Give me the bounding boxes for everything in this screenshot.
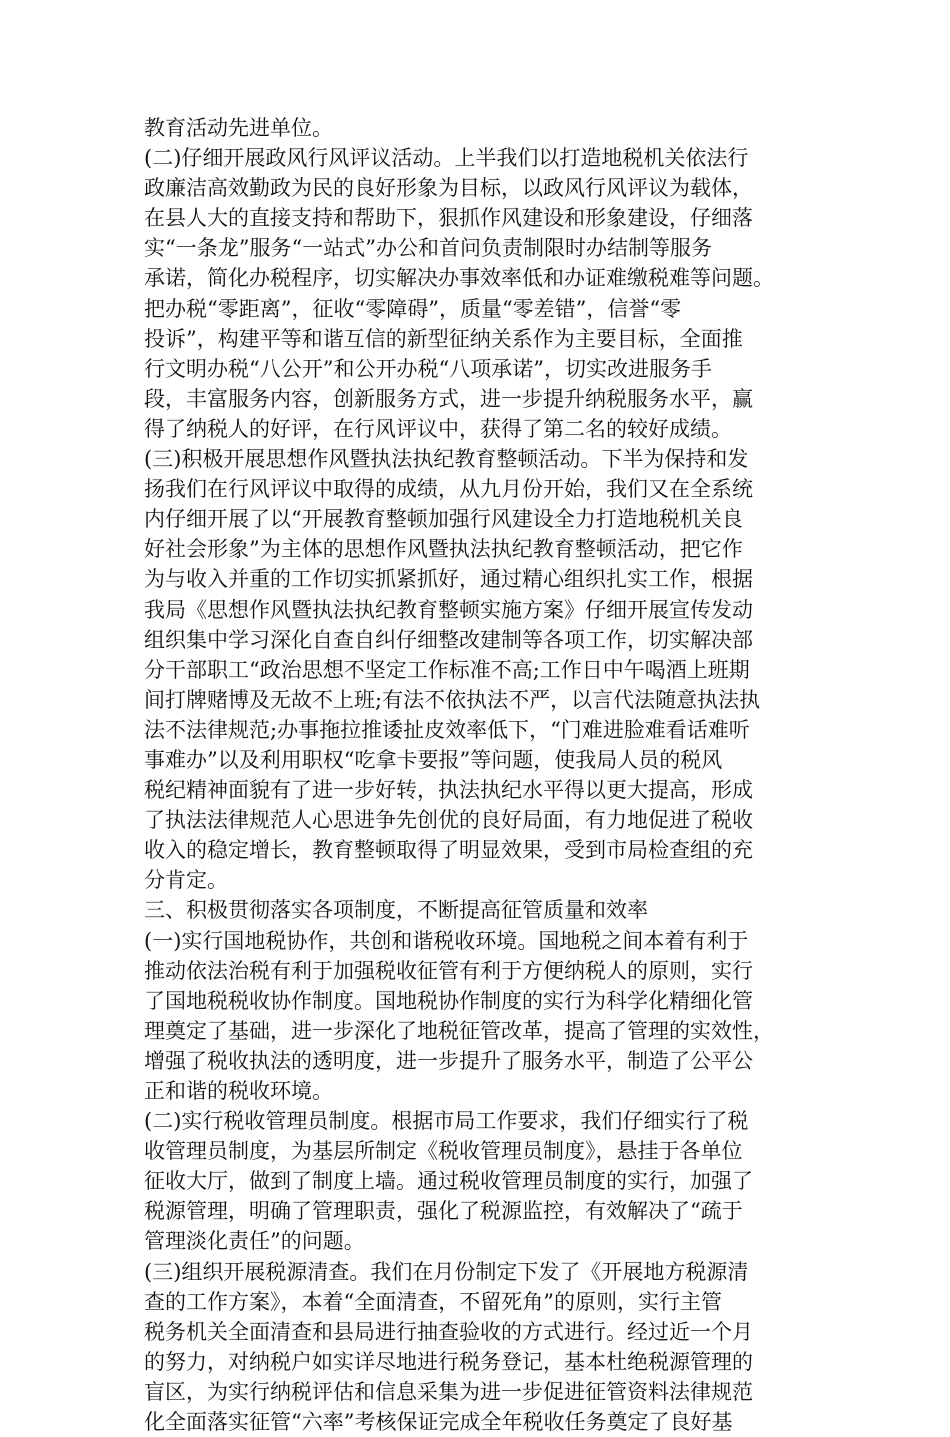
paragraph-section-3-item-3	[144, 1257, 820, 1437]
text-line: (二)仔细开展政风行风评议活动。上半我们以打造地税机关依法行	[144, 146, 749, 171]
text-line: 为与收入并重的工作切实抓紧抓好，通过精心组织扎实工作，根据	[144, 567, 753, 592]
paragraph-section-3-item-1	[144, 926, 820, 1107]
text-line: 政廉洁高效勤政为民的良好形象为目标，以政风行风评议为载体，	[144, 176, 753, 201]
text-line: 增强了税收执法的透明度，进一步提升了服务水平，制造了公平公	[144, 1048, 753, 1073]
paragraph-continuation	[144, 113, 820, 143]
text-line: 内仔细开展了以“开展教育整顿加强行风建设全力打造地税机关良	[144, 507, 743, 532]
text-line: 承诺，简化办税程序，切实解决办事效率低和办证难缴税难等问题。	[144, 266, 774, 291]
text-line: 把办税“零距离”，征收“零障碍”，质量“零差错”，信誉“零	[144, 296, 682, 321]
text-line: 分肯定。	[144, 868, 228, 893]
text-line: 收入的稳定增长，教育整顿取得了明显效果，受到市局检查组的充	[144, 838, 753, 863]
text-line: 税源管理，明确了管理职责，强化了税源监控，有效解决了“疏于	[144, 1199, 743, 1224]
text-line: 税务机关全面清查和县局进行抽查验收的方式进行。经过近一个月	[144, 1319, 753, 1344]
text-line: 盲区，为实行纳税评估和信息采集为进一步促进征管资料法律规范	[144, 1379, 753, 1404]
text-line: 推动依法治税有利于加强税收征管有利于方便纳税人的原则，实行	[144, 958, 753, 983]
paragraph-section-2-item-2	[144, 143, 820, 444]
text-line: 段，丰富服务内容，创新服务方式，进一步提升纳税服务水平，赢	[144, 386, 753, 411]
text-line: 间打牌赌博及无故不上班;有法不依执法不严，以言代法随意执法执	[144, 687, 761, 712]
text-line: 组织集中学习深化自查自纠仔细整改建制等各项工作，切实解决部	[144, 627, 753, 652]
section-heading-3	[144, 895, 820, 925]
paragraph-section-2-item-3	[144, 444, 820, 895]
text-line: 分干部职工“政治思想不坚定工作标准不高;工作日中午喝酒上班期	[144, 657, 750, 682]
text-line: 投诉”，构建平等和谐互信的新型征纳关系作为主要目标，全面推	[144, 326, 743, 351]
text-line: 实“一条龙”服务“一站式”办公和首问负责制限时办结制等服务	[144, 236, 712, 261]
text-line: 查的工作方案》，本着“全面清查，不留死角”的原则，实行主管	[144, 1289, 722, 1314]
paragraph-section-3-item-2	[144, 1106, 820, 1256]
text-line: 扬我们在行风评议中取得的成绩，从九月份开始，我们又在全系统	[144, 477, 753, 502]
text-line: 管理淡化责任”的问题。	[144, 1229, 365, 1254]
text-line: 理奠定了基础，进一步深化了地税征管改革，提高了管理的实效性，	[144, 1018, 774, 1043]
text-line: 我局《思想作风暨执法执纪教育整顿实施方案》仔细开展宣传发动	[144, 597, 753, 622]
text-line: (三)组织开展税源清查。我们在月份制定下发了《开展地方税源清	[144, 1259, 749, 1284]
text-line: 法不法律规范;办事拖拉推诿扯皮效率低下，“门难进脸难看话难听	[144, 717, 750, 742]
text-line: (一)实行国地税协作，共创和谐税收环境。国地税之间本着有利于	[144, 928, 749, 953]
text-line: (三)积极开展思想作风暨执法执纪教育整顿活动。下半为保持和发	[144, 447, 749, 472]
text-line: (二)实行税收管理员制度。根据市局工作要求，我们仔细实行了税	[144, 1109, 749, 1134]
text-line: 事难办”以及利用职权“吃拿卡要报”等问题，使我局人员的税风	[144, 747, 723, 772]
text-line: 的努力，对纳税户如实详尽地进行税务登记，基本杜绝税源管理的	[144, 1349, 753, 1374]
document-page	[144, 113, 820, 1437]
text-line: 好社会形象”为主体的思想作风暨执法执纪教育整顿活动，把它作	[144, 537, 743, 562]
text-line: 行文明办税“八公开”和公开办税“八项承诺”，切实改进服务手	[144, 356, 712, 381]
text-line: 在县人大的直接支持和帮助下，狠抓作风建设和形象建设，仔细落	[144, 206, 753, 231]
text-line: 化全面落实征管“六率”考核保证完成全年税收任务奠定了良好基	[144, 1410, 733, 1435]
text-line: 得了纳税人的好评，在行风评议中，获得了第二名的较好成绩。	[144, 416, 732, 441]
text-line: 正和谐的税收环境。	[144, 1079, 333, 1103]
text-line: 征收大厅，做到了制度上墙。通过税收管理员制度的实行，加强了	[144, 1169, 753, 1194]
text-line: 收管理员制度，为基层所制定《税收管理员制度》，悬挂于各单位	[144, 1139, 743, 1164]
text-line: 税纪精神面貌有了进一步好转，执法执纪水平得以更大提高，形成	[144, 778, 753, 803]
text-line: 教育活动先进单位。	[144, 116, 333, 140]
text-line: 三、积极贯彻落实各项制度，不断提高征管质量和效率	[144, 898, 648, 923]
text-line: 了执法法律规范人心思进争先创优的良好局面，有力地促进了税收	[144, 808, 753, 833]
text-line: 了国地税税收协作制度。国地税协作制度的实行为科学化精细化管	[144, 988, 753, 1013]
